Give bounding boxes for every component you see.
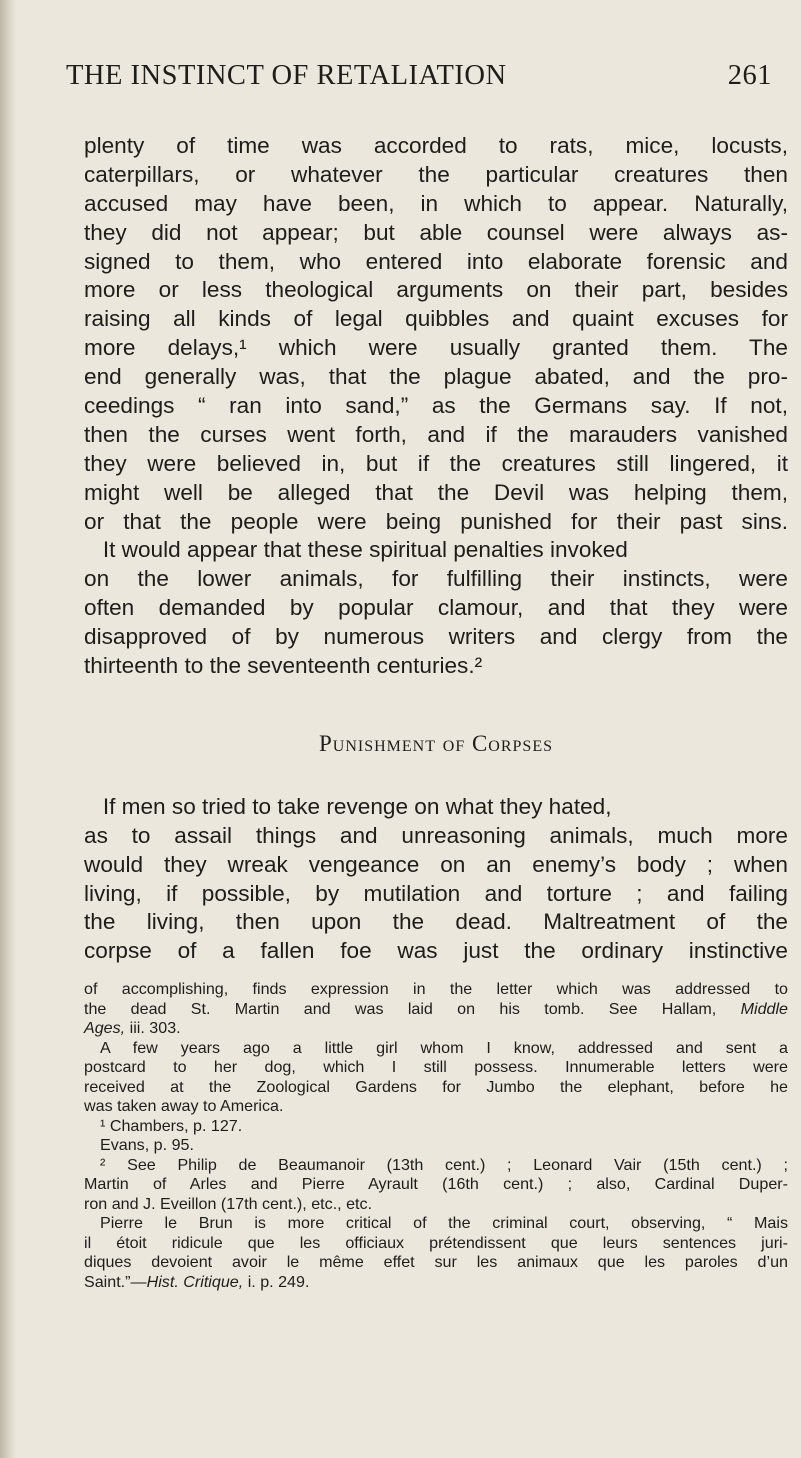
footnote-line: Martin of Arles and Pierre Ayrault (16th cent.) ; also, Cardinal Duper- bbox=[84, 1175, 788, 1194]
footnote-line: was taken away to America. bbox=[84, 1097, 284, 1116]
text-line: It would appear that these spiritual penalties invoked bbox=[84, 537, 628, 563]
text-line: as to assail things and unreasoning animals, much more bbox=[84, 822, 788, 848]
footnote-title: Hist. Critique, bbox=[146, 1272, 244, 1291]
footnote-line: A few years ago a little girl whom I know, addressed and sent a bbox=[100, 1038, 788, 1057]
footnote-text: i. p. 249. bbox=[247, 1272, 310, 1291]
text-line: corpse of a fallen foe was just the ordinary instinctive bbox=[84, 938, 788, 964]
text-line: If men so tried to take revenge on what they hated, bbox=[84, 793, 612, 819]
text-line: might well be alleged that the Devil was helping them, bbox=[84, 479, 788, 505]
footnote-line: ron and J. Eveillon (17th cent.), etc., etc. bbox=[84, 1194, 373, 1213]
main-text-part-1 bbox=[84, 132, 788, 681]
text-line: more delays,¹ which were usually granted them. The bbox=[84, 335, 788, 361]
text-line: on the lower animals, for fulfilling their instincts, were bbox=[84, 566, 788, 592]
running-header bbox=[66, 58, 788, 94]
footnote-line: of accomplishing, finds expression in the letter which was addressed to bbox=[84, 980, 788, 999]
text-line: signed to them, who entered into elaborate forensic and bbox=[84, 248, 788, 274]
text-line: accused may have been, in which to appear. Naturally, bbox=[84, 190, 788, 216]
text-line: more or less theological arguments on their part, besides bbox=[84, 277, 788, 303]
text-line: plenty of time was accorded to rats, mice, locusts, bbox=[84, 133, 788, 158]
text-line: ceedings “ ran into sand,” as the Germans say. If not, bbox=[84, 393, 788, 419]
footnote-line bbox=[84, 1000, 788, 1020]
page-gutter-shadow bbox=[0, 0, 16, 1458]
text-line: they were believed in, but if the creatures still lingered, it bbox=[84, 450, 788, 476]
footnote-line: postcard to her dog, which I still possess. Innumerable letters were bbox=[84, 1058, 788, 1077]
footnote-2: ² See Philip de Beaumanoir (13th cent.) ; Leonard Vair (15th cent.) ; bbox=[100, 1155, 788, 1174]
page-number: 261 bbox=[727, 60, 772, 91]
footnote-line bbox=[84, 1273, 788, 1293]
footnote-text: iii. 303. bbox=[129, 1019, 181, 1038]
footnote-text: the dead St. Martin and was laid on his tomb. See Hallam, bbox=[84, 999, 717, 1018]
footnote-line: Evans, p. 95. bbox=[100, 1136, 194, 1155]
text-line: disapproved of by numerous writers and clergy from the bbox=[84, 624, 788, 650]
text-line: end generally was, that the plague abated, and the pro- bbox=[84, 364, 788, 390]
section-heading bbox=[84, 731, 788, 759]
footnote-title: Middle bbox=[740, 999, 789, 1018]
text-line: living, if possible, by mutilation and torture ; and failing bbox=[84, 880, 788, 906]
footnote-line: Pierre le Brun is more critical of the criminal court, observing, “ Mais bbox=[100, 1214, 788, 1233]
text-line: or that the people were being punished for their past sins. bbox=[84, 508, 788, 534]
text-line: would they wreak vengeance on an enemy’s body ; when bbox=[84, 851, 788, 877]
footnote-text: Saint.”— bbox=[84, 1272, 147, 1291]
text-line: then the curses went forth, and if the marauders vanished bbox=[84, 421, 788, 447]
text-line: thirteenth to the seventeenth centuries.² bbox=[84, 653, 483, 679]
text-line: caterpillars, or whatever the particular creatures then bbox=[84, 161, 788, 187]
text-line: the living, then upon the dead. Maltreatment of the bbox=[84, 909, 788, 935]
footnote-line: received at the Zoological Gardens for Jumbo the elephant, before he bbox=[84, 1077, 788, 1096]
footnote-title: Ages, bbox=[84, 1019, 126, 1038]
footnote-1: ¹ Chambers, p. 127. bbox=[100, 1116, 243, 1135]
text-line: raising all kinds of legal quibbles and quaint excuses for bbox=[84, 306, 788, 332]
footnote-line: diques devoient avoir le même effet sur les animaux que les paroles d’un bbox=[84, 1253, 788, 1272]
footnote-line bbox=[84, 1019, 788, 1039]
main-text-part-2 bbox=[84, 793, 788, 966]
text-line: they did not appear; but able counsel were always as- bbox=[84, 219, 788, 245]
running-title: THE INSTINCT OF RETALIATION bbox=[66, 60, 507, 91]
section-heading-text: Punishment of Corpses bbox=[319, 730, 553, 756]
text-line: often demanded by popular clamour, and that they were bbox=[84, 595, 788, 621]
footnotes bbox=[84, 980, 788, 1292]
footnote-line: il étoit ridicule que les officiaux prétendissent que leurs sentences juri- bbox=[84, 1233, 788, 1252]
book-page bbox=[62, 58, 788, 1292]
